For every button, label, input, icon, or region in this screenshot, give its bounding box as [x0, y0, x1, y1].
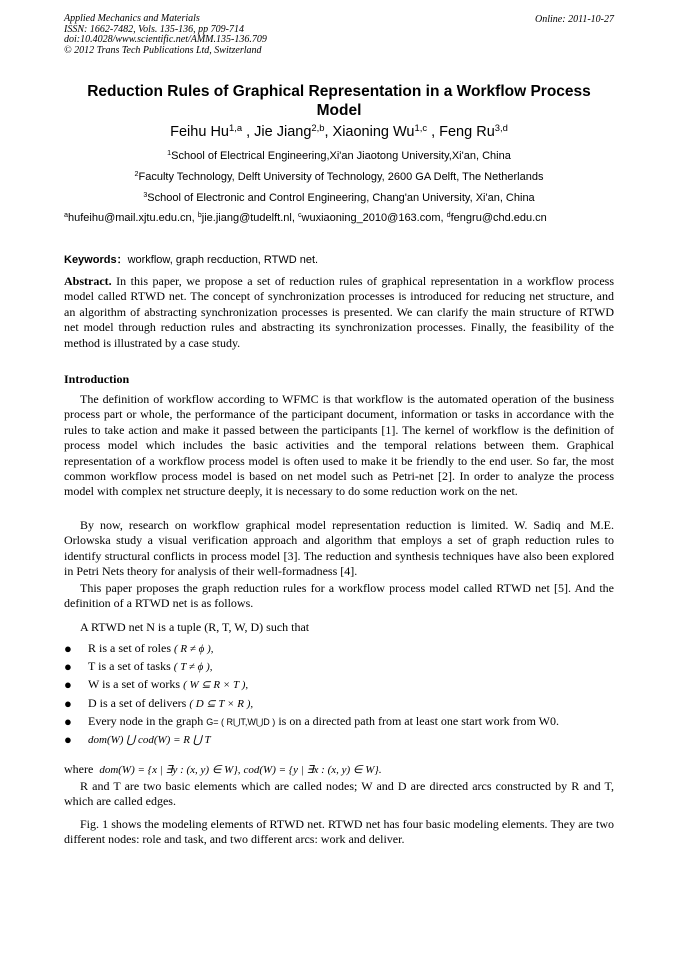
where-prefix: where	[64, 762, 94, 776]
intro-paragraph-1: The definition of workflow according to WFMC is that workflow is the automated operation of the business process part or whole, the performance of the participant document, information or tasks in accordance with the rules to take action and make it passed between the participants [1]. The kernel of workflow is the definition of process model which includes the basic activities and the temporal relations between them. Graphical representation of a workflow process model is often used to make it be friendly to the end user. So far, the most common workflow process model is based on net model such as Petri-net [2]. In order to analyze the process model with complex net structure deeply, it is necessary to do some reduction work on the net.	[64, 392, 614, 499]
figure-paragraph: Fig. 1 shows the modeling elements of RTWD net. RTWD net has four basic modeling elements. They are two different nodes: role and task, and two different arcs: work and deliver.	[64, 817, 614, 847]
list-item	[64, 713, 614, 731]
email-link[interactable]: fengru@chd.edu.cn	[450, 212, 547, 224]
list-item	[64, 731, 614, 749]
author-sup: 1,a	[228, 121, 243, 133]
author-name: Jie Jiang	[254, 124, 312, 140]
affiliation	[64, 192, 614, 204]
intro-paragraph-3: This paper proposes the graph reduction rules for a workflow process model called RTWD net [5]. And the definition of a RTWD net is as follows.	[64, 581, 614, 611]
affiliation-sup: 1	[167, 149, 172, 158]
author-sup: 3,d	[494, 121, 508, 133]
doi-line[interactable]: doi:10.4028/www.scientific.net/AMM.135-136.709	[64, 34, 267, 46]
bullet-icon: ●	[64, 732, 72, 748]
math-expression: cod(W) = {y | ∃x : (x, y) ∈ W}.	[243, 764, 382, 776]
online-date: Online: 2011-10-27	[535, 14, 614, 25]
affiliation	[64, 171, 614, 183]
math-expression: G= ( R⋃T,W⋃D )	[206, 716, 276, 727]
email-list	[64, 212, 620, 224]
list-item-text: T is a set of tasks	[88, 659, 171, 674]
list-item	[64, 658, 614, 676]
email-sup: b	[197, 211, 202, 220]
author-name: Feihu Hu	[170, 124, 229, 140]
list-item	[64, 695, 614, 713]
list-item-text: D is a set of delivers	[88, 695, 187, 710]
affiliation-text: School of Electronic and Control Engineering, Chang'an University, Xi'an, China	[147, 192, 535, 204]
email-link[interactable]: hufeihu@mail.xjtu.edu.cn,	[67, 212, 195, 224]
email-sup: d	[446, 211, 451, 220]
math-expression: ( R ≠ ϕ ),	[174, 643, 214, 655]
affiliation-text: Faculty Technology, Delft University of Technology, 2600 GA Delft, The Netherlands	[138, 171, 544, 183]
email-sup: a	[64, 211, 68, 220]
author-list: Feihu Hu$^{1,a}$ , Jie Jiang$^{2,b}$, Xiaoning Wu$^{1,c}$ , Feng Ru$^{3,d}$	[170, 121, 508, 140]
affiliation-text: School of Electrical Engineering,Xi'an Jiaotong University,Xi'an, China	[171, 150, 511, 162]
bullet-icon: ●	[64, 641, 72, 656]
section-heading: Introduction	[64, 372, 130, 386]
intro-paragraph-2: By now, research on workflow graphical model representation reduction is limited. W. Sadiq and M.E. Orlowska study a visual verification approach and algorithm that employs a set of graph reduction rules to identify structural conflicts in process model [3]. The reduction and synthesis techniques have also been explored in Petri Nets theory for analysis of their well-formadness [4].	[64, 518, 614, 579]
copyright-line: © 2012 Trans Tech Publications Ltd, Switzerland	[64, 44, 262, 56]
abstract-text: In this paper, we propose a set of reduction rules of graphical representation in a workflow process model called RTWD net. The concept of synchronization processes is introduced for reducing net structure, and an algorithm of abstracting synchronization processes is presented. We can clarify the main structure of RTWD net model through reduction rules and abstracting its synchronization processes. Finally, the feasibility of the method is illustrated by a case study.	[64, 274, 614, 350]
email-link[interactable]: jie.jiang@tudelft.nl,	[201, 212, 295, 224]
bullet-icon: ●	[64, 713, 72, 729]
keywords-text: workflow, graph recduction, RTWD net.	[127, 254, 319, 266]
affiliation-sup: 3	[143, 191, 148, 200]
math-expression: ( D ⊆ T × R ),	[189, 697, 254, 710]
list-item-text: W is a set of works	[88, 677, 181, 692]
issn-line: ISSN: 1662-7482, Vols. 135-136, pp 709-714	[64, 23, 244, 35]
keywords-label: Keywords：	[64, 254, 128, 266]
bullet-icon: ●	[64, 695, 72, 711]
list-item	[64, 640, 614, 658]
list-item-text: Every node in the graph	[88, 713, 204, 728]
author-sup: 1,c	[414, 121, 428, 133]
author-name: Xiaoning Wu	[332, 124, 415, 140]
abstract	[64, 274, 614, 351]
math-expression: ( W ⊆ R × T ),	[183, 679, 249, 692]
keywords	[64, 251, 318, 267]
abstract-label: Abstract.	[64, 274, 112, 288]
nodes-paragraph: R and T are two basic elements which are called nodes; W and D are directed arcs constructed by R and T, which are called edges.	[64, 779, 614, 809]
bullet-icon: ●	[64, 677, 72, 693]
intro-paragraph-4: A RTWD net N is a tuple (R, T, W, D) such that	[80, 620, 310, 634]
affiliation	[64, 150, 614, 162]
email-link[interactable]: wuxiaoning_2010@163.com,	[301, 212, 444, 224]
where-line	[64, 762, 614, 778]
bullet-icon: ●	[64, 659, 72, 675]
math-expression: ( T ≠ ϕ ),	[173, 661, 213, 674]
author-sup: 2,b	[311, 121, 325, 133]
affiliation-sup: 2	[134, 170, 139, 179]
paper-title: Reduction Rules of Graphical Representation in a Workflow Process Model	[87, 83, 591, 119]
math-expression: dom(W) = {x | ∃y : (x, y) ∈ W},	[99, 764, 241, 776]
journal-name: Applied Mechanics and Materials	[64, 13, 200, 24]
author-name: Feng Ru	[439, 124, 495, 140]
definition-list	[64, 640, 614, 749]
list-item-text: R is a set of roles	[88, 641, 171, 655]
math-expression: dom(W) ⋃ cod(W) = R ⋃ T	[88, 734, 211, 747]
journal-header	[64, 14, 267, 56]
email-sup: c	[297, 211, 302, 220]
list-item	[64, 676, 614, 694]
list-item-text: is on a directed path from at least one start work from W0.	[278, 713, 560, 728]
